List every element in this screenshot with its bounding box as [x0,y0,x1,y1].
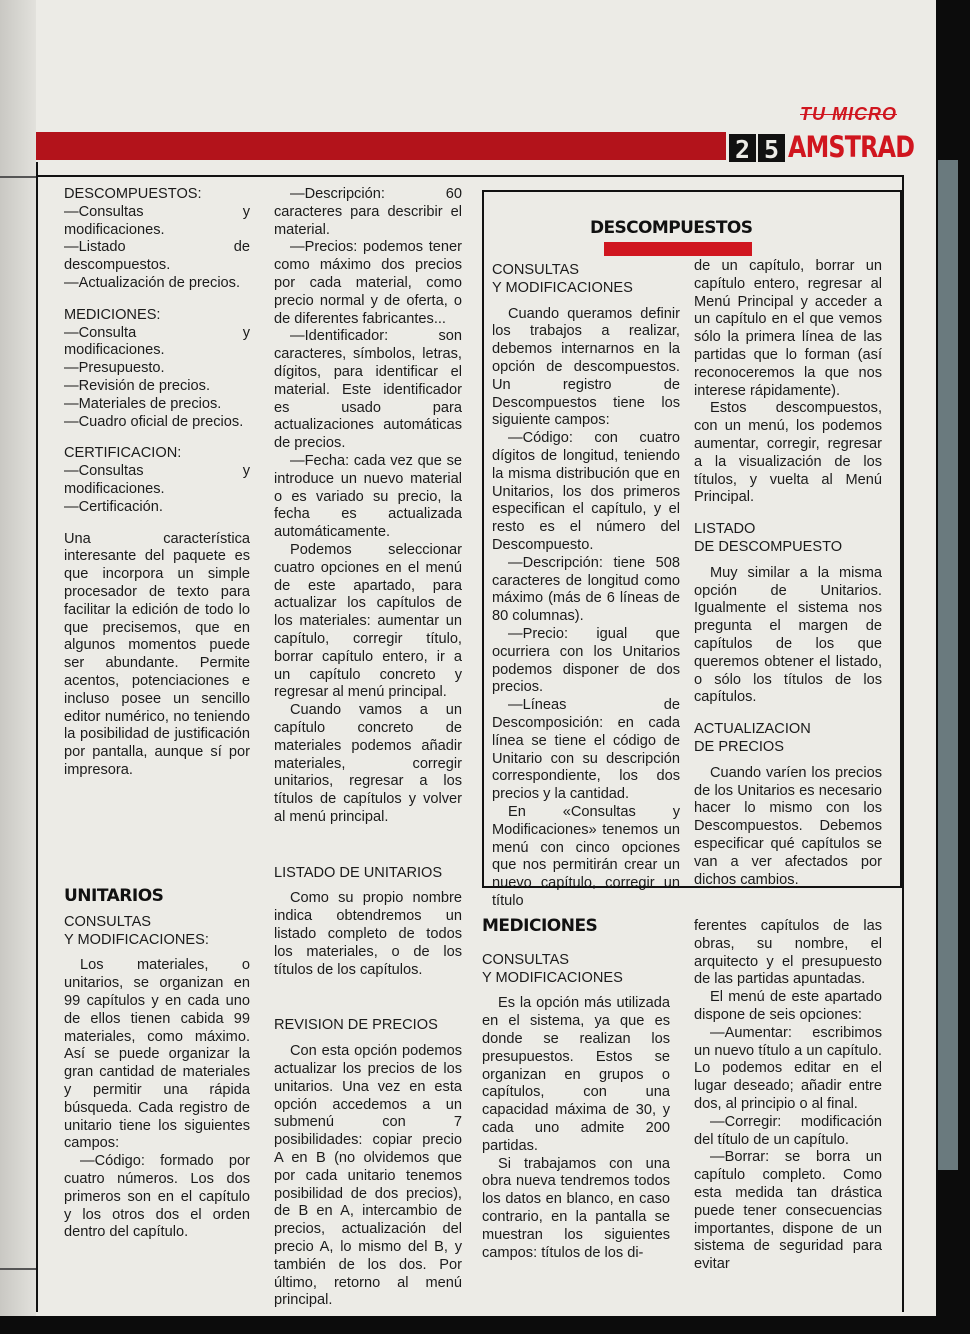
spacer [482,987,670,995]
paragraph: Muy similar a la misma opción de Unitarios. Igualmente el sistema nos pregunta el margen de capítulos de los que queremos obtener el listado, o sólo los títulos de los capítulos. [694,564,882,706]
subheading: DE DESCOMPUESTO [694,538,843,555]
spacer [694,757,882,765]
paragraph: —Revisión de precios. [64,377,211,394]
frame-right-rule [902,175,904,1312]
paragraph: Si trabajamos con una obra nueva tendremos todos los datos en blanco, en caso contrario, en la pantalla se muestran los siguientes campos: títulos de los di- [482,1155,670,1261]
paragraph: —Materiales de precios. [64,395,222,412]
paragraph: —Certificación. [64,498,163,515]
frame-top-rule [36,175,902,177]
gutter-line [0,176,36,178]
paragraph: Podemos seleccionar cuatro opciones en el menú de este apartado, para actualizar los capítulos de los materiales: aumentar un capítulo, corregir título, borrar capítulo entero, ir a un capítulo concreto y regresar al menú principal. [274,541,462,701]
subheading: DESCOMPUESTOS: [64,186,202,202]
spacer [492,298,680,306]
paragraph: de un capítulo, borrar un capítulo entero, regresar al Menú Principal y acceder a un capítulo en el que vemos sólo la primera línea de las partidas que lo forman (así reconoceremos la que nos interese rápidamente). [694,258,882,399]
paragraph: —Identificador: son caracteres, símbolos, letras, dígitos, para identificar el material. Este identificador es usado para actualizaciones automáticas de precios. [274,328,462,452]
paragraph: Cuando vamos a un capítulo concreto de materiales podemos añadir materiales, corregir unitarios, regresar a los títulos de capítulos y volver al menú principal. [274,702,462,825]
paragraph: ferentes capítulos de las obras, su nombre, el arquitecto y el presupuesto de las partidas apuntadas. [694,918,882,988]
frame-left-rule [36,162,38,1312]
spacer [64,517,250,531]
subheading: ACTUALIZACION [694,721,811,738]
paragraph: —Listado de descompuestos. [64,239,250,274]
spacer [694,557,882,565]
paragraph: —Consultas y modificaciones. [64,203,250,238]
paragraph: —Borrar: se borra un capítulo completo. Como esta medida tan drástica puede tener consecuencias importantes, dispone de un sistema de seguridad para evitar [694,1149,882,1273]
paragraph: —Consulta y modificaciones. [64,324,250,359]
brand-logo: AMSTRAD [788,130,915,164]
paragraph: Los materiales, o unitarios, se organizan en 99 capítulos y en cada uno de ellos tienen cabida 99 materiales, como máximo. Así se puede organizar la gran cantidad de materiales y permitir una rápida búsqueda. Cada registro de unitario tiene los siguientes campos: [64,957,250,1152]
subheading: LISTADO [694,521,756,538]
column-2 [274,186,462,1310]
page-gutter [0,0,36,1316]
paragraph: —Presupuesto. [64,360,165,377]
descompuestos-left-column [492,262,680,911]
paragraph: —Descripción: tiene 508 caracteres de longitud como máximo (más de 6 líneas de 80 columnas). [492,554,680,625]
paragraph: —Actualización de precios. [64,274,241,291]
spacer [64,949,250,957]
subheading: CONSULTAS [482,951,570,968]
paragraph: —Aumentar: escribimos un nuevo título a un capítulo. Lo podemos editar en el lugar deseado; añadir entre dos, al principio o al final. [694,1024,882,1112]
mediciones-left-column [482,918,670,1262]
spacer [274,882,462,890]
paragraph: Como su propio nombre indica obtendremos un listado completo de todos los materiales, o de los títulos de los capítulos. [274,890,462,978]
scan-edge-strip [938,160,958,1170]
spacer [274,1035,462,1043]
subheading: MEDICIONES: [64,306,161,323]
paragraph: En «Consultas y Modificaciones» tenemos un menú con cinco opciones que nos permitirán crear un nuevo capítulo, corregir un título [492,803,680,909]
subheading: Y MODIFICACIONES [482,969,623,986]
subheading: Y MODIFICACIONES: [64,931,209,948]
section-heading: DESCOMPUESTOS [590,218,753,238]
subheading: CONSULTAS [64,913,152,930]
paragraph: El menú de este apartado dispone de seis opciones: [694,989,882,1023]
subheading: DE PRECIOS [694,738,785,755]
gutter-line [0,1268,36,1270]
section-heading: UNITARIOS [64,886,164,906]
paragraph: Es la opción más utilizada en el sistema, ya que es donde se realizan los presupuestos. Estos se organizan en grupos o capítulos, con una capacidad máxima de 30, y cada uno admite 200 partidas. [482,995,670,1154]
paragraph: —Fecha: cada vez que se introduce un nuevo material o es variado su precio, la fecha es actualizada automáticamente. [274,452,462,541]
paragraph: Estos descompuestos, con un menú, los podemos aumentar, corregir, regresar a la visualización de los títulos, y vuelta al Menú Principal. [694,400,882,506]
subheading: CERTIFICACION: [64,445,182,462]
paragraph: —Consultas y modificaciones. [64,463,250,497]
paragraph: —Precio: igual que ocurriera con los Unitarios podemos disponer de dos precios. [492,625,680,696]
red-title-bar [604,242,752,256]
paragraph: Una característica interesante del paquete es que incorpora un simple procesador de texto para facilitar la edición de todo lo que precisemos, que en algunos momentos puede ser abundante. Permite acentos, potenciaciones e incluso posee un sencillo editor numérico, no teniendo la posibilidad de justificación por pantalla, aunque sí por impresora. [64,530,250,778]
mediciones-right-column [694,918,882,1274]
paragraph: —Cuadro oficial de precios. [64,413,244,430]
spacer [694,707,882,721]
paragraph: Con esta opción podemos actualizar los precios de los unitarios. Una vez en esta opción accedemos a un submenú con 7 posibilidades: copiar precio A en B (no olvidemos que por cada unitario tenemos posibilidad de dos precios), de B en A, intercambio de precios, actualización del precio A, lo mismo del B, y también de los dos. Por último, retorno al menú principal. [274,1043,462,1309]
unitarios-section [64,888,250,1242]
paragraph: Cuando varíen los precios de los Unitarios es necesario hacer lo mismo con los Descompuestos. Debemos especificar qué capítulos se van a ver afectados por dichos cambios. [694,764,882,888]
subheading: LISTADO DE UNITARIOS [274,864,443,881]
paragraph: —Código: con cuatro dígitos de longitud, teniendo la misma distribución que en Unitarios, los dos primeros especifican el capítulo, y el resto es el número del Descompuesto. [492,430,680,553]
header-red-banner [36,132,726,160]
spacer [274,827,462,851]
subheading: Y MODIFICACIONES [492,279,633,296]
descompuestos-right-column [694,258,882,889]
paragraph: —Precios: podemos tener como máximo dos precios por cada material, como precio normal y de oferta, o de diferentes fabricantes... [274,239,462,327]
paragraph: —Código: formado por cuatro números. Los dos primeros son en el capítulo y los otros dos el orden dentro del capítulo. [64,1153,250,1241]
spacer [694,507,882,521]
paragraph: Cuando queramos definir los trabajos a realizar, debemos internarnos en la opción de descompuestos. Un registro de Descompuestos tiene los siguiente campos: [492,305,680,429]
spacer [274,979,462,1003]
subheading: REVISION DE PRECIOS [274,1017,438,1034]
column-1 [64,186,250,780]
page-digit: 2 [729,134,756,162]
paragraph: —Líneas de Descomposición: en cada línea se tiene el código de Unitario con su descripción correspondiente, los dos precios y la cantidad. [492,697,680,803]
paragraph: —Corregir: modificación del título de un capítulo. [694,1113,882,1148]
paragraph: —Descripción: 60 caracteres para describir el material. [274,186,462,238]
subheading: CONSULTAS [492,262,580,278]
page-number [729,134,785,162]
page-digit: 5 [758,134,785,162]
section-label: TU MICRO [800,104,897,124]
section-heading: MEDICIONES [482,916,598,936]
